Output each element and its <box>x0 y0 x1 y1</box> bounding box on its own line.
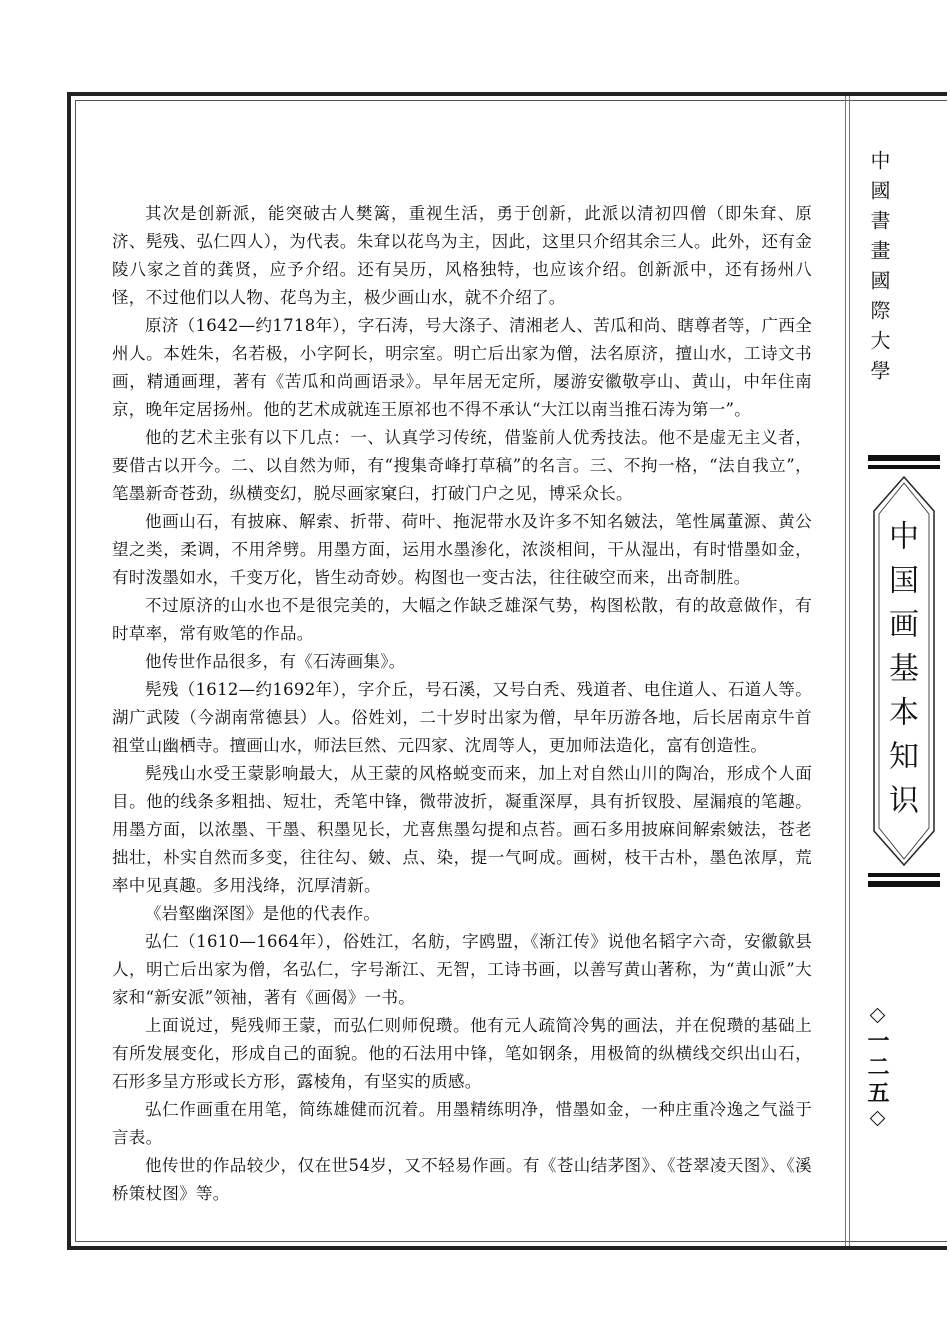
diamond-icon <box>869 1111 885 1127</box>
chapter-title: 中国画基本知识 <box>883 520 918 828</box>
margin-rule <box>845 96 846 1246</box>
school-header: 中國書畫國際大學 <box>867 150 891 390</box>
title-bar <box>868 465 940 469</box>
paragraph: 他传世作品很多，有《石涛画集》。 <box>145 652 406 671</box>
paragraph: 上面说过，髡残师王蒙，而弘仁则师倪瓒。他有元人疏简冷隽的画法，并在倪瓒的基础上有所发展变化，形成自己的面貌。他的石法用中锋，笔如钢条，用极简的纵横线交织出山石，石形多呈方形或长方形，露棱角，有坚实的质感。 <box>112 1016 812 1091</box>
chapter-title-box <box>868 455 940 887</box>
paragraph: 弘仁作画重在用笔，简练雄健而沉着。用墨精练明净，惜墨如金，一种庄重冷逸之气溢于言表。 <box>112 1100 812 1147</box>
paragraph: 原济（1642—约1718年），字石涛，号大涤子、清湘老人、苦瓜和尚、瞎尊者等，广西全州人。本姓朱，名若极，小字阿长，明宗室。明亡后出家为僧，法名原济，擅山水，工诗文书画，精通画理，著有《苦瓜和尚画语录》。早年居无定所，屡游安徽敬亭山、黄山，中年住南京，晚年定居扬州。他的艺术成就连王原祁也不得不承认“大江以南当推石涛为第一”。 <box>112 316 812 419</box>
margin-rule <box>849 96 850 1246</box>
title-bar <box>868 881 940 887</box>
page-number-block <box>862 1010 892 1124</box>
paragraph: 髡残（1612—约1692年），字介丘，号石溪，又号白秃、残道者、电住道人、石道人等。湖广武陵（今湖南常德县）人。俗姓刘，二十岁时出家为僧，早年历游各地，后长居南京牛首祖堂山幽栖寺。擅画山水，师法巨然、元四家、沈周等人，更加师法造化，富有创造性。 <box>112 680 812 755</box>
diamond-icon <box>869 1008 885 1024</box>
paragraph: 《岩壑幽深图》是他的代表作。 <box>145 904 381 923</box>
paragraph: 弘仁（1610—1664年），俗姓江，名舫，字鸥盟，《渐江传》说他名韬字六奇，安徽歙县人，明亡后出家为僧，名弘仁，字号渐江、无智，工诗书画，以善写黄山著称，为“黄山派”大家和“新安派”领袖，著有《画偈》一书。 <box>112 932 812 1007</box>
paragraph: 其次是创新派，能突破古人樊篱，重视生活，勇于创新，此派以清初四僧（即朱耷、原济、髡残、弘仁四人），为代表。朱耷以花鸟为主，因此，这里只介绍其余三人。此外，还有金陵八家之首的龚贤，应予介绍。还有吴历，风格独特，也应该介绍。创新派中，还有扬州八怪，不过他们以人物、花鸟为主，极少画山水，就不介绍了。 <box>112 204 812 307</box>
paragraph: 他画山石，有披麻、解索、折带、荷叶、拖泥带水及许多不知名皴法，笔性属董源、黄公望之类，柔调，不用斧劈。用墨方面，运用水墨渗化，浓淡相间，干从湿出，有时惜墨如金，有时泼墨如水，千变万化，皆生动奇妙。构图也一变古法，往往破空而来，出奇制胜。 <box>112 512 812 587</box>
title-bar <box>868 455 940 461</box>
paragraph: 髡残山水受王蒙影响最大，从王蒙的风格蜕变而来，加上对自然山川的陶冶，形成个人面目。他的线条多粗拙、短壮，秃笔中锋，微带波折，凝重深厚，具有折钗股、屋漏痕的笔趣。用墨方面，以浓墨、干墨、积墨见长，尤喜焦墨勾提和点苔。画石多用披麻间解索皴法，苍老拙壮，朴实自然而多变，往往勾、皴、点、染，提一气呵成。画树，枝干古朴，墨色浓厚，荒率中见真趣。多用浅绛，沉厚清新。 <box>112 764 812 895</box>
paragraph: 他的艺术主张有以下几点：一、认真学习传统，借鉴前人优秀技法。他不是虚无主义者，要借古以开今。二、以自然为师，有“搜集奇峰打草稿”的名言。三、不拘一格，“法自我立”，笔墨新奇苍劲，纵横变幻，脱尽画家窠臼，打破门户之见，博采众长。 <box>112 428 812 503</box>
page-number: 一二五 <box>864 1029 890 1107</box>
paragraph: 不过原济的山水也不是很完美的，大幅之作缺乏雄深气势，构图松散，有的故意做作，有时草率，常有败笔的作品。 <box>112 596 812 643</box>
paragraph: 他传世的作品较少，仅在世54岁，又不轻易作画。有《苍山结茅图》、《苍翠凌天图》、《溪桥策杖图》等。 <box>112 1156 812 1203</box>
title-bar <box>868 873 940 877</box>
body-text <box>112 200 812 1208</box>
